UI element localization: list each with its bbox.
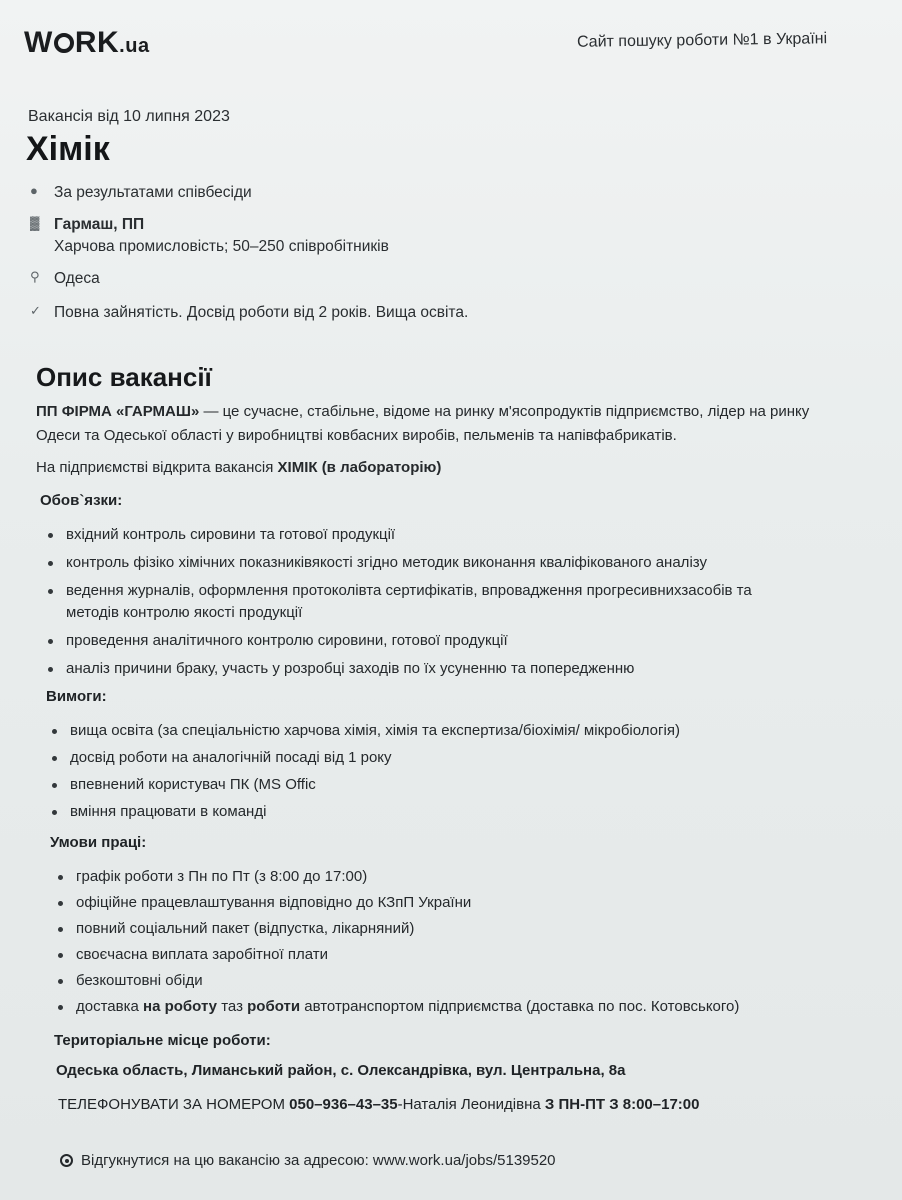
requirements-title: Вимоги:: [46, 688, 107, 705]
requirement-item: досвід роботи на аналогічній посаді від 1 року: [48, 747, 828, 769]
duties-list: [44, 524, 824, 680]
apply-link-text[interactable]: Відгукнутися на цю вакансію за адресою: www.work.ua/jobs/5139520: [81, 1152, 556, 1169]
description-heading: Опис вакансії: [36, 362, 212, 392]
vacancy-title: Хімік: [26, 130, 110, 168]
logo-o-ring-icon: [54, 33, 74, 53]
company-industry: Харчова промисловість; 50–250 співробітників: [54, 238, 389, 255]
condition-item: графік роботи з Пн по Пт (з 8:00 до 17:00): [54, 866, 834, 888]
requirements-list: [48, 720, 828, 823]
location-pin-icon: ⚲: [30, 269, 40, 284]
apply-line: [60, 1152, 556, 1169]
company-name[interactable]: Гармаш, ПП: [54, 216, 145, 233]
work-ua-logo[interactable]: W RK.ua: [24, 26, 150, 59]
condition-item-delivery: доставка на роботу таз роботи автотранспортом підприємства (доставка по пос. Котовського): [54, 996, 834, 1018]
condition-item: безкоштовні обіди: [54, 970, 834, 992]
duty-item: вхідний контроль сировини та готової продукції: [44, 524, 824, 546]
requirements-summary-row: [30, 302, 468, 324]
condition-item: своєчасна виплата заробітної плати: [54, 944, 834, 966]
building-icon: ▓: [30, 215, 40, 230]
requirements-summary: Повна зайнятість. Досвід роботи від 2 років. Вища освіта.: [54, 304, 469, 321]
duty-item: аналіз причини браку, участь у розробці заходів по їх усуненню та попередженню: [44, 658, 824, 680]
city-text: Одеса: [54, 270, 100, 287]
city-row: [30, 268, 100, 290]
company-intro: ПП ФІРМА «ГАРМАШ» — це сучасне, стабільне, відоме на ринку м'ясопродуктів підприємство, лідер на ринку Одеси та Одеської області у виробництві ковбасних виробів, пельменів та напівфабрикатів.: [36, 403, 810, 444]
requirement-item: впевнений користувач ПК (MS Offic: [48, 774, 828, 796]
page-header: [0, 0, 902, 80]
target-icon: [60, 1154, 73, 1167]
conditions-list: [54, 866, 834, 1018]
salary-text: За результатами співбесіди: [54, 184, 252, 201]
requirement-item: вміння працювати в команді: [48, 801, 828, 823]
duty-item: проведення аналітичного контролю сировини, готової продукції: [44, 630, 824, 652]
duty-item: контроль фізіко хімічних показниківякості згідно методик виконання кваліфікованого аналізу: [44, 552, 824, 574]
company-row: [30, 214, 389, 258]
check-icon: ✓: [30, 303, 41, 318]
location-title: Територіальне місце роботи:: [54, 1032, 271, 1049]
condition-item: повний соціальний пакет (відпустка, лікарняний): [54, 918, 834, 940]
opening-line: На підприємстві відкрита вакансія ХІМІК (в лабораторію): [36, 459, 442, 476]
phone-line: ТЕЛЕФОНУВАТИ ЗА НОМЕРОМ 050–936–43–35-Наталія Леонидівна З ПН-ПТ З 8:00–17:00: [58, 1096, 700, 1113]
duties-title: Обов`язки:: [40, 492, 123, 509]
salary-row: [30, 182, 252, 204]
site-tagline: Сайт пошуку роботи №1 в Україні: [576, 30, 828, 51]
conditions-title: Умови праці:: [50, 834, 147, 851]
posted-date: Вакансія від 10 липня 2023: [28, 108, 230, 125]
phone-number[interactable]: 050–936–43–35: [289, 1096, 398, 1113]
work-location: Одеська область, Лиманський район, с. Олександрівка, вул. Центральна, 8а: [56, 1062, 626, 1079]
requirement-item: вища освіта (за спеціальністю харчова хімія, хімія та експертиза/біохімія/ мікробіологія): [48, 720, 828, 742]
salary-icon: ●: [30, 183, 38, 198]
condition-item: офіційне працевлаштування відповідно до КЗпП України: [54, 892, 834, 914]
duty-item: ведення журналів, оформлення протоколівта сертифікатів, впровадження прогресивнихзасобів та методів контролю якості продукції: [44, 580, 806, 624]
